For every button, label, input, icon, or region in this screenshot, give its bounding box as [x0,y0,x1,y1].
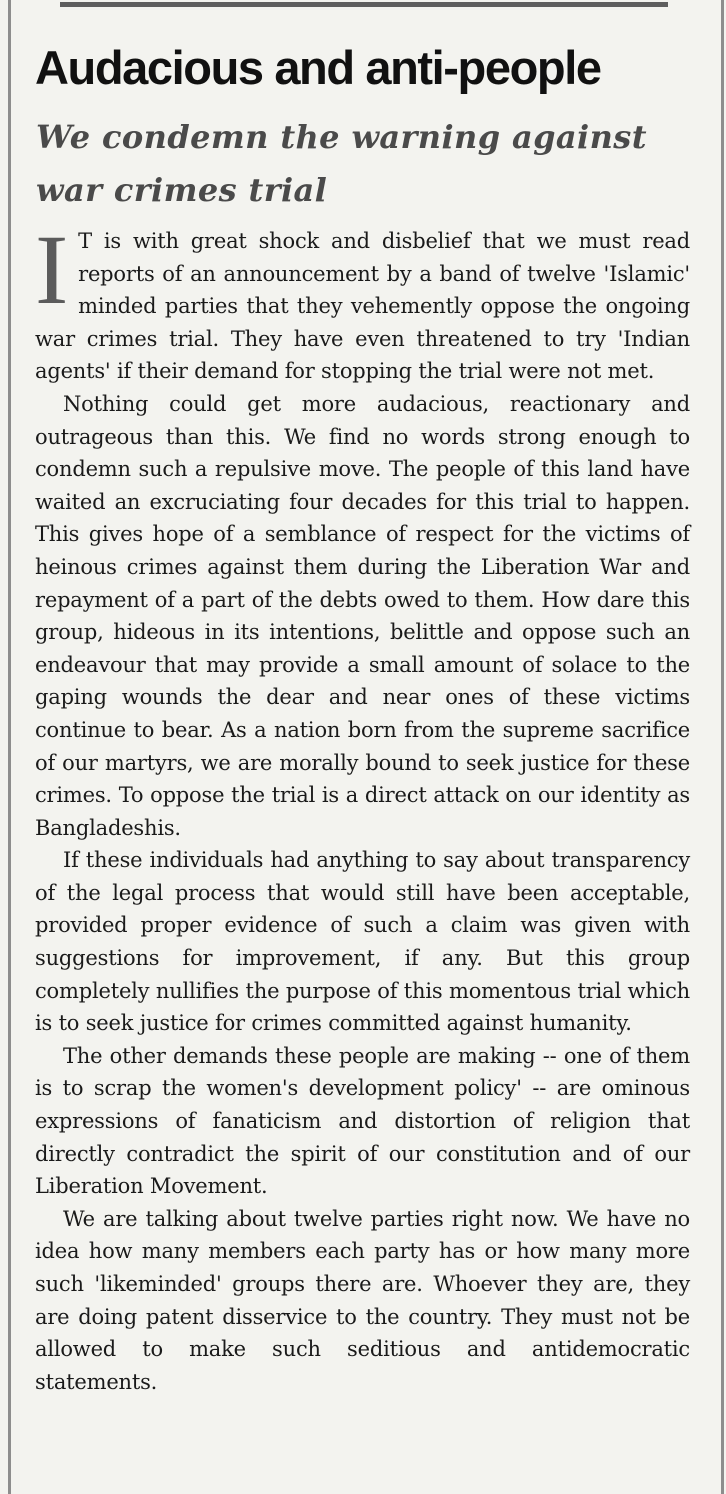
top-rule [60,2,668,7]
paragraph-4: The other demands these people are making -- one of them is to scrap the women's development policy' -- are ominous expressions of fanaticism and distortion of religion that directly contradict the spirit of our constitution and of our Liberation Movement. [35,1043,690,1199]
drop-cap: I [35,214,69,325]
paragraph-3: If these individuals had anything to say about transparency of the legal process that would still have been acceptable, provided proper evidence of such a claim was given with suggestions for improvement, if any. But this group completely nullifies the purpose of this momentous trial which is to seek justice for crimes committed against humanity. [35,848,690,1036]
paragraph-2: Nothing could get more audacious, reactionary and outrageous than this. We find no words strong enough to condemn such a repulsive move. The people of this land have waited an excruciating four decades for this trial to happen. This gives hope of a semblance of respect for the victims of heinous crimes against them during the Liberation War and repayment of a part of the debts owed to them. How dare this group, hideous in its intentions, belittle and oppose such an endeavour that may provide a small amount of solace to the gaping wounds the dear and near ones of these victims continue to bear. As a nation born from the supreme sacrifice of our martyrs, we are morally bound to seek justice for these crimes. To oppose the trial is a direct attack on our identity as Bangladeshis. [35,391,690,840]
column-border-left [8,0,11,1494]
article-body [35,214,690,1398]
column-border-right [721,0,724,1494]
subheadline: We condemn the warning against war crimes trial [36,118,647,209]
paragraph-1-text: T is with great shock and disbelief that we must read reports of an announcement by a band of twelve 'Islamic' minded parties that they vehemently oppose the ongoing war crimes trial. They have even threatened to try 'Indian agents' if their demand for stopping the trial were not met. [35,229,690,384]
paragraph-5: We are talking about twelve parties right now. We have no idea how many members each party has or how many more such 'likeminded' groups there are. Whoever they are, they are doing patent disservice to the country. They must not be allowed to make such seditious and antidemocratic statements. [35,1206,690,1394]
paragraph-1 [35,214,690,388]
headline: Audacious and anti-people [35,41,601,94]
